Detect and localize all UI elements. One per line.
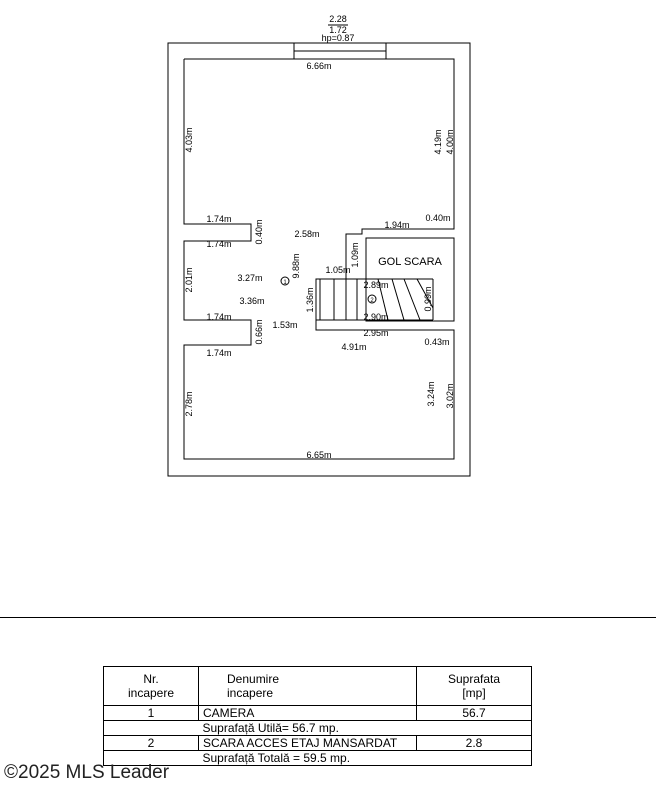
area-legend-table: [103, 666, 532, 766]
legend-header-nr: Nr. incapere: [104, 667, 199, 706]
dim-stair-h: 1.09m: [350, 242, 360, 268]
dim-stair-right-d: 0.40m: [425, 213, 451, 223]
dim-stair-w2: 2.90m: [363, 312, 389, 322]
legend-row-2-nr: 2: [104, 736, 199, 751]
dim-right-notch: 0.43m: [424, 337, 450, 347]
dim-top-width: 6.66m: [306, 61, 332, 71]
dim-center-diag: 2.58m: [294, 229, 320, 239]
dim-stair-step-h: 1.36m: [305, 287, 315, 313]
legend-suprafata-totala: Suprafață Totală = 59.5 mp.: [199, 751, 532, 766]
dim-stair-w3: 2.95m: [363, 328, 389, 338]
window-dim-2: 1.72: [329, 25, 347, 35]
dim-overall-h: 9.88m: [291, 253, 301, 279]
dim-notch-upper-inner: 1.74m: [206, 239, 232, 249]
dim-stair-w1: 2.89m: [363, 280, 389, 290]
legend-row-2-area: 2.8: [417, 736, 532, 751]
gol-scara-label: GOL SCARA: [378, 256, 442, 268]
legend-row-1-name: CAMERA: [199, 706, 417, 721]
dim-notch-lower-inner: 1.74m: [206, 348, 232, 358]
dim-notch-upper: 1.74m: [206, 214, 232, 224]
room-marker-1-label: 1: [283, 280, 287, 286]
dim-corr-w: 1.53m: [272, 320, 298, 330]
table-row: [104, 706, 532, 721]
dim-right-upper-2: 4.00m: [445, 129, 455, 155]
dim-stair-top-w: 1.94m: [384, 220, 410, 230]
dim-stair-side: 0.99m: [423, 286, 433, 312]
dim-mid-w: 4.91m: [341, 342, 367, 352]
dim-notch-lower: 1.74m: [206, 312, 232, 322]
table-row: [104, 721, 532, 736]
legend-row-1-area: 56.7: [417, 706, 532, 721]
dim-room-w-b: 3.36m: [239, 296, 265, 306]
dim-left-mid: 2.01m: [184, 267, 194, 293]
legend-header-name: Denumire incapere: [199, 667, 417, 706]
dim-bottom-width: 6.65m: [306, 450, 332, 460]
watermark-text: ©2025 MLS Leader: [4, 762, 170, 783]
room-marker-2-label: 2: [370, 298, 374, 304]
legend-row-2-name: SCARA ACCES ETAJ MANSARDAT: [199, 736, 417, 751]
legend-row-1-nr: 1: [104, 706, 199, 721]
dim-notch-lower-depth: 0.66m: [254, 319, 264, 345]
legend-suprafata-utila: Suprafață Utilă= 56.7 mp.: [199, 721, 532, 736]
table-row: [104, 736, 532, 751]
dim-right-upper-1: 4.19m: [433, 129, 443, 155]
dim-notch-upper-depth: 0.40m: [254, 219, 264, 245]
window-hp: hp=0.87: [321, 33, 355, 43]
dim-right-lower-1: 3.24m: [426, 381, 436, 407]
dim-right-lower-2: 3.02m: [445, 383, 455, 409]
dim-left-lower: 2.78m: [184, 391, 194, 417]
window-dim-1: 2.28: [329, 14, 347, 24]
dim-stair-step-w: 1.05m: [325, 265, 351, 275]
dim-room-w-a: 3.27m: [237, 273, 263, 283]
legend-header-area: Suprafata [mp]: [417, 667, 532, 706]
legend-header-row: [104, 667, 532, 706]
dim-left-upper: 4.03m: [184, 127, 194, 153]
separator-line: [0, 617, 656, 618]
